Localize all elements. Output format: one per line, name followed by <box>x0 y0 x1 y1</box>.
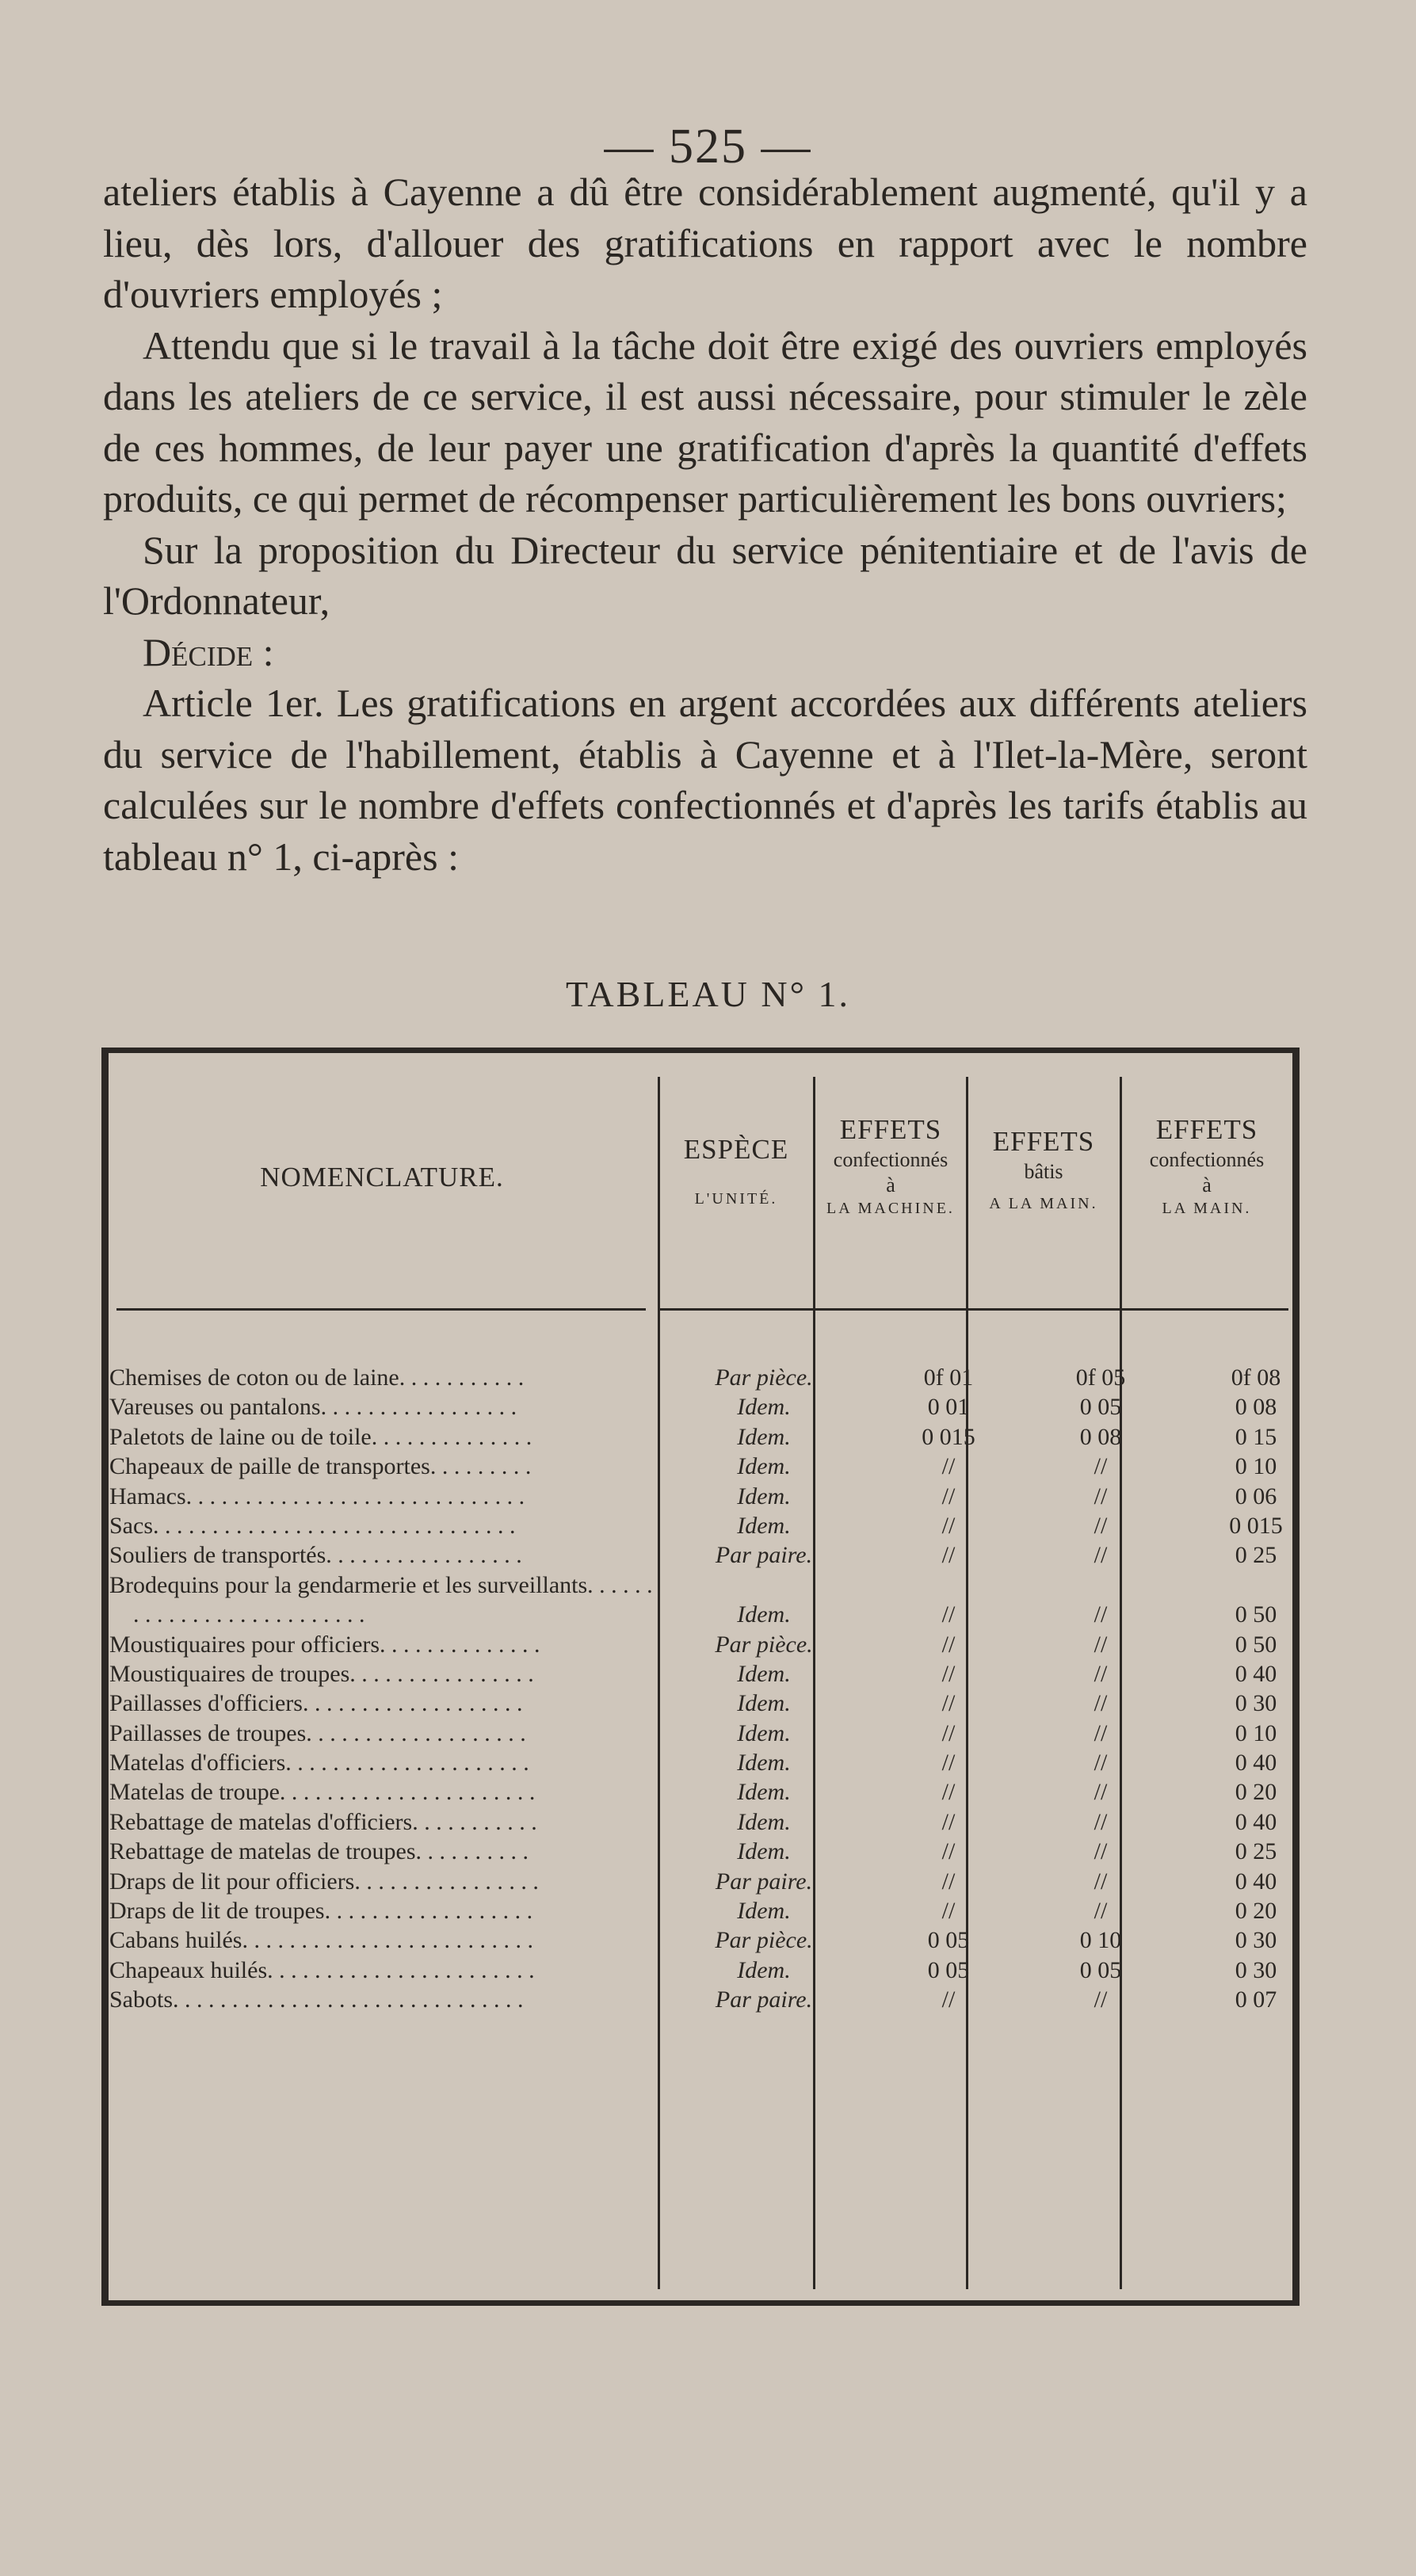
hand-made-rate: 0 40 <box>1235 1660 1277 1687</box>
hand-made-rate: 0 50 <box>1235 1601 1277 1628</box>
item-name: Souliers de transportés. . . . . . . . . . . . . . . . . <box>109 1542 522 1569</box>
table-row <box>101 1570 1300 1630</box>
table-row <box>101 1482 1300 1511</box>
hand-basted-rate: // <box>1093 1631 1108 1658</box>
unit: Idem. <box>737 1512 791 1539</box>
item-name: Hamacs. . . . . . . . . . . . . . . . . . . . . . . . . . . . . <box>109 1483 525 1509</box>
machine-rate: // <box>941 1690 956 1717</box>
hand-made-rate: 0 10 <box>1235 1453 1277 1480</box>
hand-made-rate: 0 20 <box>1235 1779 1277 1806</box>
item-name: Matelas de troupe. . . . . . . . . . . . . . . . . . . . . . <box>109 1779 536 1806</box>
unit: Par paire. <box>715 1542 813 1569</box>
unit: Par pièce. <box>715 1927 813 1954</box>
table-row <box>101 1630 1300 1659</box>
hand-basted-rate: 0f 05 <box>1075 1364 1126 1391</box>
unit: Idem. <box>737 1483 791 1509</box>
hand-basted-rate: // <box>1093 1750 1108 1776</box>
item-name: Chapeaux de paille de transportes. . . . . . . . . <box>109 1453 532 1480</box>
table-row <box>101 1511 1300 1540</box>
unit: Idem. <box>737 1601 791 1628</box>
hand-made-rate: 0 25 <box>1235 1542 1277 1569</box>
hand-basted-rate: // <box>1093 1512 1108 1539</box>
unit: Par pièce. <box>715 1631 813 1658</box>
hand-basted-rate: // <box>1093 1453 1108 1480</box>
header-espece: ESPÈCE L'UNITÉ. <box>683 1134 789 1208</box>
hand-basted-rate: // <box>1093 1719 1108 1746</box>
table-row <box>101 1985 1300 2014</box>
hand-made-rate: 0 10 <box>1235 1719 1277 1746</box>
table-row <box>101 1689 1300 1718</box>
table-row <box>101 1392 1300 1422</box>
item-name: Chemises de coton ou de laine. . . . . . . . . . . <box>109 1364 525 1391</box>
hand-basted-rate: // <box>1093 1868 1108 1895</box>
unit: Idem. <box>737 1660 791 1687</box>
item-name: Draps de lit pour officiers. . . . . . . . . . . . . . . . <box>109 1868 539 1895</box>
hand-made-rate: 0 06 <box>1235 1483 1277 1509</box>
hand-basted-rate: 0 10 <box>1079 1927 1122 1954</box>
hand-made-rate: 0 20 <box>1235 1898 1277 1925</box>
article-1: Article 1er. Les gratifications en argent accordées aux différents ateliers du service de l'habillement, établis à Cayenne et à l'Ilet-la-Mère, seront calculées sur le nombre d'effets confectionnés et d'après les tarifs établis au tableau n° 1, ci-après : <box>103 681 1307 879</box>
table-row <box>101 1925 1300 1955</box>
unit: Idem. <box>737 1838 791 1865</box>
hand-made-rate: 0 40 <box>1235 1868 1277 1895</box>
unit: Idem. <box>737 1750 791 1776</box>
table-body <box>101 1363 1300 2015</box>
item-name: Sabots. . . . . . . . . . . . . . . . . . . . . . . . . . . . . . <box>109 1986 524 2013</box>
header-main: EFFETS confectionnés à LA MAIN. <box>1149 1114 1265 1217</box>
hand-basted-rate: // <box>1093 1483 1108 1509</box>
table-row <box>101 1422 1300 1452</box>
hand-basted-rate: 0 08 <box>1079 1423 1122 1450</box>
unit: Idem. <box>737 1690 791 1717</box>
machine-rate: 0 05 <box>927 1927 970 1954</box>
machine-rate: // <box>941 1453 956 1480</box>
unit: Idem. <box>737 1719 791 1746</box>
item-name: Paillasses d'officiers. . . . . . . . . . . . . . . . . . . <box>109 1690 523 1717</box>
unit: Par paire. <box>715 1868 813 1895</box>
item-name: Rebattage de matelas de troupes. . . . . . . . . . <box>109 1838 529 1865</box>
unit: Idem. <box>737 1453 791 1480</box>
item-name: Vareuses ou pantalons. . . . . . . . . . . . . . . . . <box>109 1394 517 1421</box>
table-row <box>101 1719 1300 1748</box>
header-rule <box>116 1308 646 1311</box>
machine-rate: // <box>941 1750 956 1776</box>
machine-rate: // <box>941 1719 956 1746</box>
item-name: Cabans huilés. . . . . . . . . . . . . . . . . . . . . . . . . <box>109 1927 533 1954</box>
table-row <box>101 1956 1300 1985</box>
hand-made-rate: 0 08 <box>1235 1394 1277 1421</box>
machine-rate: // <box>941 1542 956 1569</box>
machine-rate: 0f 01 <box>923 1364 974 1391</box>
table-row <box>101 1807 1300 1837</box>
page-number: — 525 — <box>604 120 812 174</box>
header-machine: EFFETS confectionnés à LA MACHINE. <box>826 1114 955 1217</box>
paragraph-2: Attendu que si le travail à la tâche doit être exigé des ouvriers employés dans les ateliers de ce service, il est aussi nécessaire, pour stimuler le zèle de ces hommes, de leur payer une gratification d'après la quantité d'effets produits, ce qui permet de récompenser particulièrement les bons ouvriers; <box>103 322 1307 521</box>
hand-made-rate: 0 40 <box>1235 1808 1277 1835</box>
table-row <box>101 1452 1300 1481</box>
item-name: Rebattage de matelas d'officiers. . . . . . . . . . . <box>109 1808 537 1835</box>
unit: Idem. <box>737 1808 791 1835</box>
body-text <box>103 166 1307 882</box>
hand-made-rate: 0 30 <box>1235 1956 1277 1983</box>
table-row <box>101 1363 1300 1392</box>
machine-rate: // <box>941 1986 956 2013</box>
hand-basted-rate: // <box>1093 1898 1108 1925</box>
item-name: Draps de lit de troupes. . . . . . . . . . . . . . . . . . <box>109 1898 533 1925</box>
item-name: Moustiquaires pour officiers. . . . . . . . . . . . . . <box>109 1631 540 1658</box>
machine-rate: // <box>941 1838 956 1865</box>
hand-basted-rate: // <box>1093 1690 1108 1717</box>
decision-heading: Décide : <box>143 629 274 674</box>
item-name: Paillasses de troupes. . . . . . . . . . . . . . . . . . . <box>109 1719 526 1746</box>
table-row <box>101 1540 1300 1570</box>
table-row <box>101 1867 1300 1896</box>
table-row <box>101 1748 1300 1777</box>
machine-rate: 0 01 <box>927 1394 970 1421</box>
table-row <box>101 1777 1300 1807</box>
unit: Par paire. <box>715 1986 813 2013</box>
item-name: Paletots de laine ou de toile. . . . . . . . . . . . . . <box>109 1423 532 1450</box>
unit: Idem. <box>737 1423 791 1450</box>
unit: Idem. <box>737 1898 791 1925</box>
hand-basted-rate: 0 05 <box>1079 1394 1122 1421</box>
machine-rate: // <box>941 1898 956 1925</box>
hand-basted-rate: // <box>1093 1542 1108 1569</box>
machine-rate: 0 015 <box>922 1423 975 1450</box>
hand-basted-rate: // <box>1093 1838 1108 1865</box>
machine-rate: // <box>941 1660 956 1687</box>
machine-rate: // <box>941 1512 956 1539</box>
item-name: Chapeaux huilés. . . . . . . . . . . . . . . . . . . . . . . <box>109 1956 535 1983</box>
hand-basted-rate: 0 05 <box>1079 1956 1122 1983</box>
hand-basted-rate: // <box>1093 1601 1108 1628</box>
paragraph-3: Sur la proposition du Directeur du service pénitentiaire et de l'avis de l'Ordonnateur, <box>103 527 1307 623</box>
hand-made-rate: 0 30 <box>1235 1927 1277 1954</box>
table-title: TABLEAU N° 1. <box>565 974 851 1014</box>
unit: Par pièce. <box>715 1364 813 1391</box>
hand-basted-rate: // <box>1093 1808 1108 1835</box>
unit: Idem. <box>737 1394 791 1421</box>
table-row <box>101 1659 1300 1689</box>
hand-basted-rate: // <box>1093 1660 1108 1687</box>
item-name: Brodequins pour la gendarmerie et les surveillants. . . . . . . . . . . . . . . . . . . . . . . . . . <box>109 1571 653 1628</box>
header-rule <box>658 1308 1288 1311</box>
header-batis: EFFETS bâtis A LA MAIN. <box>989 1126 1098 1213</box>
hand-made-rate: 0 50 <box>1235 1631 1277 1658</box>
hand-made-rate: 0 07 <box>1235 1986 1277 2013</box>
hand-basted-rate: // <box>1093 1986 1108 2013</box>
item-name: Moustiquaires de troupes. . . . . . . . . . . . . . . . <box>109 1660 534 1687</box>
machine-rate: // <box>941 1601 956 1628</box>
item-name: Sacs. . . . . . . . . . . . . . . . . . . . . . . . . . . . . . . <box>109 1512 516 1539</box>
machine-rate: // <box>941 1779 956 1806</box>
table-row <box>101 1896 1300 1925</box>
machine-rate: // <box>941 1631 956 1658</box>
hand-made-rate: 0 015 <box>1229 1512 1283 1539</box>
machine-rate: // <box>941 1808 956 1835</box>
machine-rate: // <box>941 1868 956 1895</box>
machine-rate: // <box>941 1483 956 1509</box>
unit: Idem. <box>737 1779 791 1806</box>
hand-made-rate: 0 15 <box>1235 1423 1277 1450</box>
header-nomenclature: NOMENCLATURE. <box>260 1162 504 1193</box>
hand-made-rate: 0 40 <box>1235 1750 1277 1776</box>
hand-made-rate: 0 30 <box>1235 1690 1277 1717</box>
item-name: Matelas d'officiers. . . . . . . . . . . . . . . . . . . . . <box>109 1750 529 1776</box>
hand-made-rate: 0f 08 <box>1231 1364 1281 1391</box>
table-row <box>101 1837 1300 1866</box>
paragraph-1: ateliers établis à Cayenne a dû être considérablement augmenté, qu'il y a lieu, dès lors, d'allouer des gratifications en rapport avec le nombre d'ouvriers employés ; <box>103 170 1307 316</box>
machine-rate: 0 05 <box>927 1956 970 1983</box>
hand-made-rate: 0 25 <box>1235 1838 1277 1865</box>
unit: Idem. <box>737 1956 791 1983</box>
hand-basted-rate: // <box>1093 1779 1108 1806</box>
